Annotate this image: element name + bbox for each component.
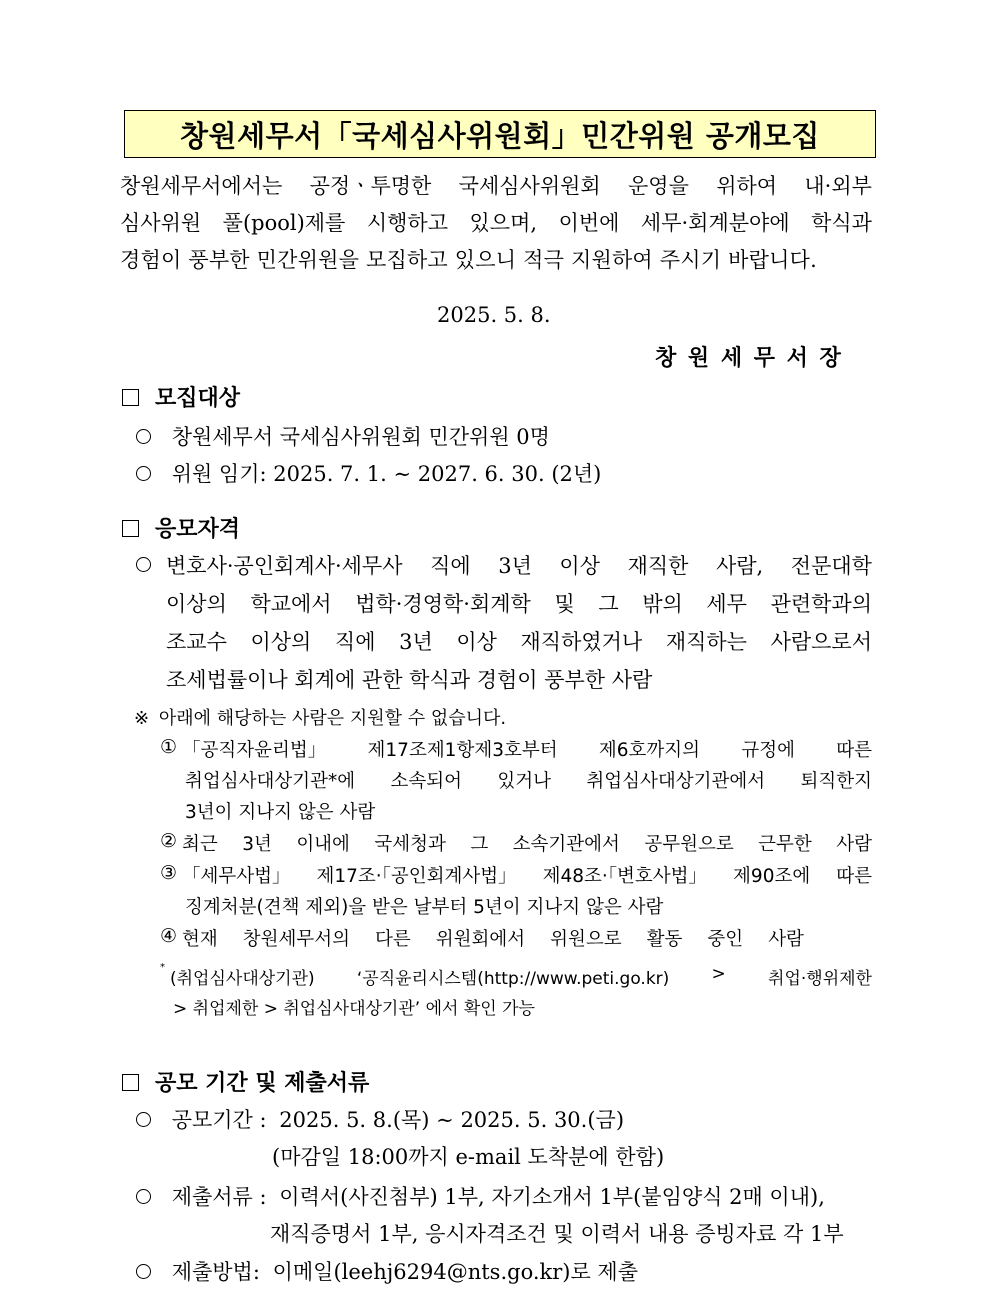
title-box [124, 110, 876, 158]
eligibility-line-3 [166, 626, 872, 656]
word: 활동 [646, 929, 683, 950]
docs-line-2: 재직증명서 1부, 응시자격조건 및 이력서 내용 증빙자료 각 1부 [270, 1222, 844, 1246]
circle-bullet-icon [136, 429, 151, 444]
word: 시행하고 [366, 211, 449, 235]
exclusion-number: ④ [160, 925, 178, 947]
word: 따른 [836, 866, 872, 887]
intro-line-1 [120, 170, 872, 200]
word: 취업심사대상기관에서 [586, 771, 766, 792]
word: 3년 [498, 554, 532, 578]
word: 「세무사법」 [182, 866, 291, 887]
word: 풀(pool)제를 [222, 211, 346, 235]
word: 그 [598, 592, 619, 616]
circle-bullet-icon [136, 1264, 151, 1279]
exclusion-number: ② [160, 830, 178, 852]
item-label: 공모기간 : [171, 1108, 267, 1132]
word: 공정ㆍ투명한 [309, 174, 432, 198]
page-title: 창원세무서「국세심사위원회」민간위원 공개모집 [180, 118, 820, 153]
word: 다른 [375, 929, 411, 950]
square-bullet-icon [122, 389, 139, 406]
word: 전문대학 [790, 554, 872, 578]
word: 있으며, [469, 211, 538, 235]
word: 제90조에 [733, 866, 811, 887]
word: 위하여 [716, 174, 778, 198]
period-note: (마감일 18:00까지 e-mail 도착분에 한함) [272, 1145, 665, 1169]
word: 3년 [399, 630, 433, 654]
square-bullet-icon [122, 1074, 139, 1091]
section-eligibility [122, 512, 240, 543]
word: 재직한 [627, 554, 689, 578]
word: 제48조·「변호사법」 [542, 866, 708, 887]
circle-bullet-wrap [136, 553, 151, 577]
word: 이번에 [558, 211, 620, 235]
word: 규정에 [741, 740, 795, 761]
word: 그 [470, 834, 489, 855]
word: 근무한 [758, 834, 812, 855]
word: 재직하는 [665, 630, 747, 654]
exclusion-1-line-1 [182, 736, 872, 762]
word: 사람 [768, 929, 804, 950]
word: 창원세무서의 [242, 929, 350, 950]
circle-bullet-icon [136, 466, 151, 481]
section-heading: 응모자격 [155, 517, 241, 542]
word: 취업심사대상기관*에 [185, 771, 356, 792]
word: 조교수 [166, 630, 227, 654]
item-text: 2025. 5. 8.(목) ∼ 2025. 5. 30.(금) [279, 1108, 625, 1132]
word: 학교에서 [250, 592, 332, 616]
exclusion-3-line-1 [182, 862, 872, 888]
eligibility-line-1 [166, 550, 872, 580]
item-text: 이력서(사진첨부) 1부, 자기소개서 1부(붙임양식 2매 이내), [279, 1185, 825, 1209]
word: 중인 [707, 929, 744, 950]
word: 학식과 [811, 211, 872, 235]
word: 관련학과의 [770, 592, 872, 616]
word: 직에 [334, 630, 376, 654]
word: 위원회에서 [435, 929, 526, 950]
exclusion-2 [182, 830, 872, 856]
word: 사람, [715, 554, 764, 578]
footnote-mark: * [160, 962, 165, 973]
word: 내·외부 [804, 174, 872, 198]
word: 공무원으로 [644, 834, 734, 855]
word: 소속되어 [390, 771, 462, 792]
intro-line-2 [120, 207, 872, 237]
word: 세무 [706, 592, 747, 616]
eligibility-line-4: 조세법률이나 회계에 관한 학식과 경험이 풍부한 사람 [166, 668, 653, 692]
note-mark: ※ [134, 708, 150, 729]
word: 국세심사위원회 [458, 174, 601, 198]
word: (취업심사대상기관) [170, 969, 315, 989]
exclusion-1-line-3: 3년이 지나지 않은 사람 [185, 802, 376, 823]
intro-line-3: 경험이 풍부한 민간위원을 모집하고 있으니 적극 지원하여 주시기 바랍니다. [120, 248, 817, 272]
word: 제6호까지의 [598, 740, 701, 761]
list-item [136, 421, 550, 451]
circle-bullet-icon [136, 557, 151, 572]
list-item [136, 1181, 825, 1211]
exclusion-number: ③ [160, 862, 178, 884]
word: 3년 [242, 834, 272, 855]
note-text: 아래에 해당하는 사람은 지원할 수 없습니다. [158, 708, 507, 729]
list-item [136, 1104, 624, 1134]
word: 밖의 [642, 592, 683, 616]
word: ‘공직윤리시스템(http://www.peti.go.kr) [356, 969, 670, 989]
item-text: 위원 임기: 2025. 7. 1. ∼ 2027. 6. 30. (2년) [171, 462, 602, 486]
exclusion-4 [182, 925, 804, 951]
signer: 창 원 세 무 서 장 [655, 346, 843, 371]
section-heading: 공모 기간 및 제출서류 [155, 1071, 370, 1096]
section-heading: 모집대상 [155, 386, 241, 411]
word: 국세청과 [374, 834, 446, 855]
word: > [711, 964, 726, 984]
exclusion-1-line-2 [185, 767, 872, 793]
footnote-line-2: > 취업제한 > 취업심사대상기관’ 에서 확인 가능 [173, 999, 535, 1019]
square-bullet-icon [122, 520, 139, 537]
word: 최근 [182, 834, 218, 855]
footnote-line-1 [170, 964, 872, 989]
word: 이상의 [250, 630, 312, 654]
list-item [136, 1256, 638, 1286]
word: 퇴직한지 [800, 771, 872, 792]
word: 이상 [559, 554, 600, 578]
word: 소속기관에서 [512, 834, 620, 855]
word: 운영을 [628, 174, 689, 198]
exclusion-note [134, 704, 506, 730]
word: 제17조제1항제3호부터 [367, 740, 558, 761]
list-item [136, 458, 601, 488]
item-label: 제출방법: [171, 1260, 260, 1284]
word: 변호사·공인회계사·세무사 [166, 554, 403, 578]
word: 심사위원 [120, 211, 202, 235]
word: 이상 [456, 630, 497, 654]
word: 창원세무서에서는 [120, 174, 283, 198]
word: 사람 [836, 834, 872, 855]
notice-date: 2025. 5. 8. [437, 303, 551, 327]
item-label: 제출서류 : [171, 1185, 267, 1209]
circle-bullet-icon [136, 1189, 151, 1204]
word: 위원으로 [550, 929, 622, 950]
word: 법학·경영학·회계학 [355, 592, 531, 616]
word: 제17조·「공인회계사법」 [316, 866, 517, 887]
exclusion-3-line-2: 징계처분(견책 제외)을 받은 날부터 5년이 지나지 않은 사람 [185, 897, 664, 918]
word: 따른 [836, 740, 872, 761]
word: 현재 [182, 929, 218, 950]
word: 「공직자윤리법」 [182, 740, 327, 761]
section-recruit-target [122, 381, 240, 412]
circle-bullet-icon [136, 1112, 151, 1127]
word: 사람으로서 [770, 630, 872, 654]
section-period-documents [122, 1066, 369, 1097]
word: 세무·회계분야에 [640, 211, 790, 235]
exclusion-number: ① [160, 736, 178, 758]
item-text: 이메일(leehj6294@nts.go.kr)로 제출 [272, 1260, 639, 1284]
word: 취업·행위제한 [768, 969, 872, 989]
word: 있거나 [497, 771, 551, 792]
item-text: 창원세무서 국세심사위원회 민간위원 0명 [171, 425, 550, 449]
word: 이내에 [296, 834, 350, 855]
word: 재직하였거나 [520, 630, 643, 654]
word: 이상의 [166, 592, 227, 616]
eligibility-line-2 [166, 588, 872, 618]
word: 및 [554, 592, 575, 616]
word: 직에 [430, 554, 471, 578]
